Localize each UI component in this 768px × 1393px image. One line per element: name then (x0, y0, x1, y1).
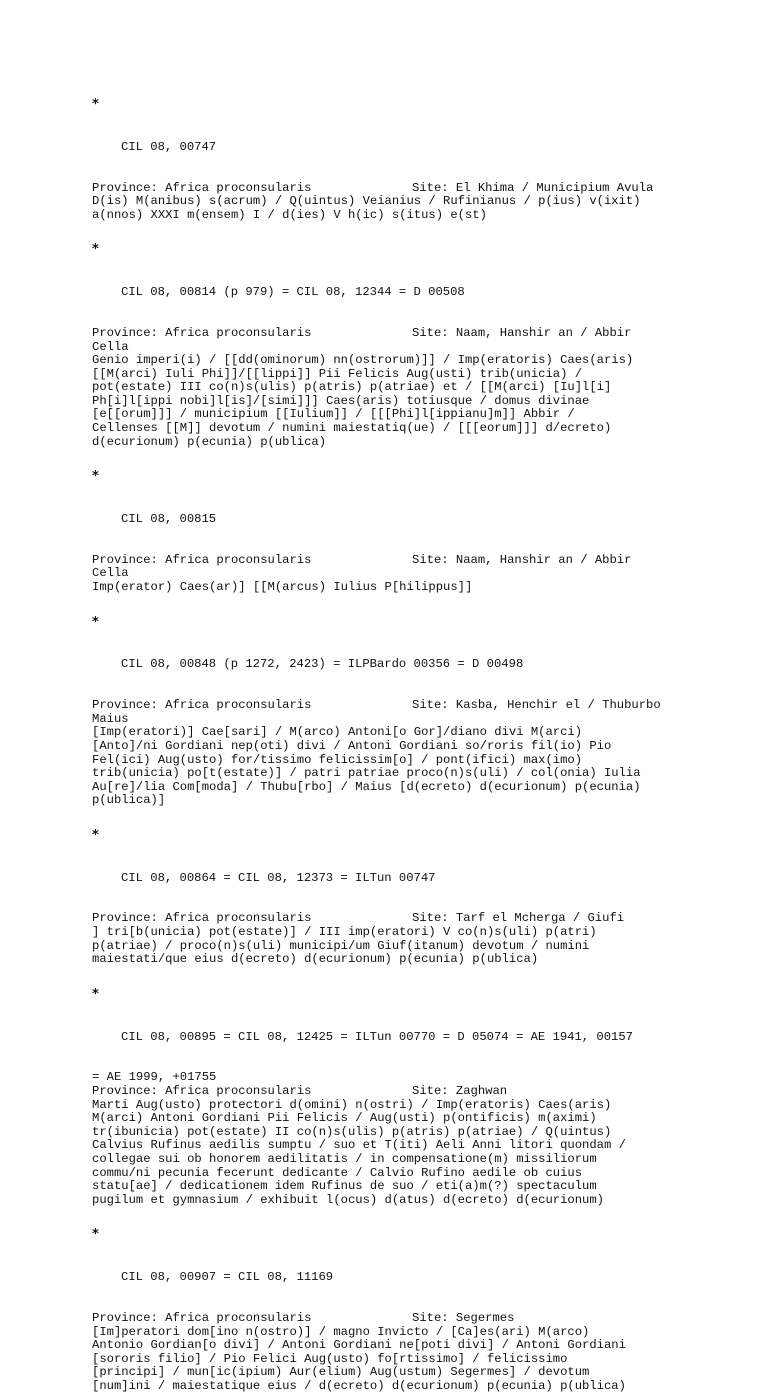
bullet-star-icon: * (92, 1227, 99, 1243)
site-continuation: Cella (92, 566, 129, 581)
site-label: Site: Tarf el Mcherga / Giufi (412, 911, 625, 926)
entry-header (92, 986, 692, 1072)
bullet-star-icon: * (92, 614, 99, 630)
province-site-row (92, 699, 692, 713)
entry-header (92, 614, 692, 700)
inscription-entry (92, 97, 692, 222)
inscription-text-line: Antonio Gordian[o divi] / Antoni Gordiani ne[poti divi] / Antoni Gordiani (92, 1338, 626, 1353)
inscription-text-line: trib(unicia) po[t(estate)] / patri patriae proco(n)s(uli) / col(onia) Iulia (92, 766, 641, 781)
entry-header (92, 97, 692, 182)
inscription-text-line: p(atriae) / proco(n)s(uli) municipi/um Giuf(itanum) devotum / numini (92, 938, 590, 953)
site-label: Site: Kasba, Henchir el / Thuburbo (412, 698, 661, 713)
reference-line: CIL 08, 00895 = CIL 08, 12425 = ILTun 00770 = D 05074 = AE 1941, 00157 (121, 1029, 633, 1044)
reference-line: CIL 08, 00848 (p 1272, 2423) = ILPBardo 00356 = D 00498 (121, 657, 524, 672)
province-label: Province: Africa proconsularis (92, 552, 312, 567)
inscription-text-line: commu/ni pecunia fecerunt dedicante / Calvio Rufino aedile ob cuius (92, 1165, 583, 1180)
inscription-text-line: maiestati/que eius d(ecreto) d(ecurionum) p(ecunia) p(ublica) (92, 952, 539, 967)
inscription-entry (92, 242, 692, 449)
entry-header (92, 469, 692, 554)
site-label: Site: El Khima / Municipium Avula (412, 180, 654, 195)
bullet-star-icon: * (92, 986, 99, 1002)
inscription-text-line: Au[re]/lia Com[moda] / Thubu[rbo] / Maius [d(ecreto) d(ecurionum) p(ecunia) (92, 779, 641, 794)
inscription-entry (92, 1227, 692, 1393)
inscription-text-line: pugilum et gymnasium / exhibuit l(ocus) d(atus) d(ecreto) d(ecurionum) (92, 1192, 604, 1207)
province-site-row (92, 1085, 692, 1099)
inscription-text-line: [Anto]/ni Gordiani nep(oti) divi / Antoni Gordiani so/roris fil(io) Pio (92, 738, 612, 753)
inscription-text-line: collegae sui ob honorem aedilitatis / in compensatione(m) missiliorum (92, 1151, 597, 1166)
province-label: Province: Africa proconsularis (92, 698, 312, 713)
entry-header (92, 242, 692, 327)
site-label: Site: Segermes (412, 1310, 515, 1325)
province-label: Province: Africa proconsularis (92, 911, 312, 926)
inscription-text-line: Ph[i]l[ippi nobi]l[is]/[simi]]] Caes(aris) totiusque / domus divinae (92, 393, 590, 408)
reference-line: CIL 08, 00907 = CIL 08, 11169 (121, 1270, 334, 1285)
inscription-text-line: Marti Aug(usto) protectori d(omini) n(ostri) / Imp(eratoris) Caes(aris) (92, 1097, 612, 1112)
province-label: Province: Africa proconsularis (92, 325, 312, 340)
province-label: Province: Africa proconsularis (92, 180, 312, 195)
inscription-text-line: pot(estate) III co(n)s(ulis) p(atris) p(atriae) et / [[M(arci) [Iu]l[i] (92, 380, 612, 395)
entry-header (92, 827, 692, 913)
province-site-row (92, 912, 692, 926)
province-site-row (92, 554, 692, 568)
inscription-text-line: [sororis filio] / Pio Felici Aug(usto) fo[rtissimo] / felicissimo (92, 1351, 568, 1366)
reference-line: CIL 08, 00864 = CIL 08, 12373 = ILTun 00747 (121, 870, 436, 885)
inscription-text-line: tr(ibunicia) pot(estate) II co(n)s(ulis) p(atris) p(atriae) / Q(uintus) (92, 1124, 612, 1139)
province-site-row (92, 327, 692, 341)
inscription-text-line: Cellenses [[M]] devotum / numini maiestatiq(ue) / [[[eorum]]] d/ecreto) (92, 421, 612, 436)
inscription-text-line: Fel(ici) Aug(usto) for/tissimo felicissim[o] / pont(ifici) max(imo) (92, 752, 583, 767)
inscription-text-line: D(is) M(anibus) s(acrum) / Q(uintus) Veianius / Rufinianus / p(ius) v(ixit) (92, 194, 641, 209)
inscription-text-line: Imp(erator) Caes(ar)] [[M(arcus) Iulius P[hilippus]] (92, 580, 473, 594)
site-continuation: Cella (92, 339, 129, 354)
bullet-star-icon: * (92, 469, 99, 485)
inscription-text-line: a(nnos) XXXI m(ensem) I / d(ies) V h(ic) s(itus) e(st) (92, 207, 487, 222)
inscription-entry (92, 986, 692, 1208)
inscription-text-line: M(arci) Antoni Gordiani Pii Felicis / Aug(usti) p(ontificis) m(aximi) (92, 1111, 597, 1126)
inscription-text-line: ] tri[b(unicia) pot(estate)] / III imp(eratori) V co(n)s(uli) p(atri) (92, 925, 597, 940)
province-label: Province: Africa proconsularis (92, 1084, 312, 1098)
reference-line: CIL 08, 00815 (121, 512, 217, 527)
inscription-text-line: Calvius Rufinus aedilis sumptu / suo et T(iti) Aeli Anni litori quondam / (92, 1138, 626, 1153)
inscription-text-line: p(ublica)] (92, 793, 166, 808)
bullet-star-icon: * (92, 242, 99, 258)
inscription-entry (92, 827, 692, 967)
inscription-entry (92, 614, 692, 808)
inscription-text-line: Genio imperi(i) / [[dd(ominorum) nn(ostrorum)]] / Imp(eratoris) Caes(aris) (92, 353, 634, 368)
site-continuation: Maius (92, 711, 129, 726)
inscription-text-line: [Imp(eratori)] Cae[sari] / M(arco) Antoni[o Gor]/diano divi M(arci) (92, 725, 583, 740)
entry-header (92, 1227, 692, 1312)
bullet-star-icon: * (92, 827, 99, 843)
site-label: Site: Zaghwan (412, 1084, 508, 1098)
site-label: Site: Naam, Hanshir an / Abbir (412, 552, 632, 567)
inscription-text-line: [Im]peratori dom[ino n(ostro)] / magno Invicto / [Ca]es(ari) M(arco) (92, 1324, 590, 1339)
reference-line: CIL 08, 00747 (121, 139, 217, 154)
province-site-row (92, 1312, 692, 1326)
province-site-row (92, 182, 692, 196)
inscription-text-line: [principi] / mun[ic(ipium) Aur(elium) Aug(ustum) Segermes] / devotum (92, 1365, 590, 1380)
site-label: Site: Naam, Hanshir an / Abbir (412, 325, 632, 340)
inscription-text-line: [num]ini / maiestatique eius / d(ecreto) d(ecurionum) p(ecunia) p(ublica) (92, 1378, 626, 1393)
inscription-text-line: [e[[orum]]] / municipium [[Iulium]] / [[[Phi]l[ippianu]m]] Abbir / (92, 407, 575, 422)
province-label: Province: Africa proconsularis (92, 1310, 312, 1325)
inscription-entry (92, 469, 692, 594)
inscription-text-line: d(ecurionum) p(ecunia) p(ublica) (92, 434, 327, 449)
bullet-star-icon: * (92, 97, 99, 112)
reference-continuation: = AE 1999, +01755 (92, 1070, 217, 1085)
inscription-text-line: [[M(arci) Iuli Phi]]/[[lippi]] Pii Felicis Aug(usti) trib(unicia) / (92, 366, 583, 381)
reference-line: CIL 08, 00814 (p 979) = CIL 08, 12344 = D 00508 (121, 285, 465, 300)
inscription-list (92, 97, 692, 1393)
inscription-text-line: statu[ae] / dedicationem idem Rufinus de suo / eti(a)m(?) spectaculum (92, 1179, 597, 1194)
